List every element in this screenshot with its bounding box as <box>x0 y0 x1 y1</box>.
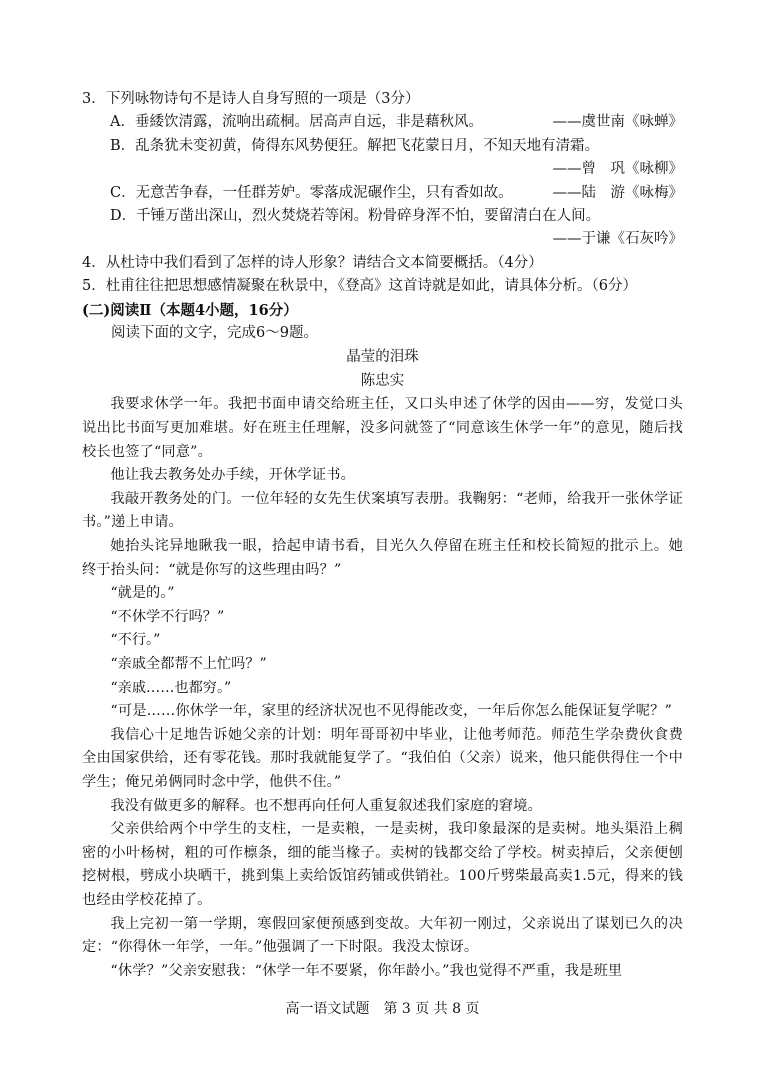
question-3-stem: 3．下列咏物诗句不是诗人自身写照的一项是（3分） <box>82 91 420 107</box>
dialogue-line: “亲戚全都帮不上忙吗？” <box>110 656 267 672</box>
article-paragraph: “可是……你休学一年，家里的经济状况也不见得能改变，一年后你怎么能保证复学呢？” <box>110 703 673 720</box>
dialogue-line: “不休学不行吗？” <box>110 608 225 625</box>
option-d-text: D．千锤万凿出深山，烈火焚烧若等闲。粉骨碎身浑不怕，要留清白在人间。 <box>110 208 601 225</box>
dialogue-line: “不行。” <box>110 632 161 649</box>
article-paragraph: “休学？”父亲安慰我：“休学一年不要紧，你年龄小。”我也觉得不严重，我是班里 <box>110 962 623 979</box>
article-paragraph: 我没有做更多的解释。也不想再向任何人重复叙述我们家庭的窘境。 <box>110 797 543 814</box>
page-footer: 高一语文试题 第 3 页 共 8 页 <box>285 1001 480 1017</box>
article-paragraph: 我上完初一第一学期，寒假回家便预感到变故。大年初一刚过，父亲说出了谋划已久的决定：“你得休一年学，一年。”他强调了一下时限。我没太惊讶。 <box>82 915 683 956</box>
option-c <box>82 182 683 205</box>
reading-instruction: 阅读下面的文字，完成6～9题。 <box>111 325 318 342</box>
question-4: 4．从杜诗中我们看到了怎样的诗人形象？请结合文本简要概括。（4分） <box>82 254 543 271</box>
option-c-text: C．无意苦争春，一任群芳妒。零落成泥碾作尘，只有香如故。 <box>110 184 513 201</box>
option-a-text: A．垂緌饮清露，流响出疏桐。居高声自远，非是藉秋风。 <box>110 114 483 131</box>
option-a-source: ——虞世南《咏蝉》 <box>552 114 683 131</box>
article-paragraph: 我信心十足地告诉她父亲的计划：明年哥哥初中毕业，让他考师范。师范生学杂费伙食费全由国家供给，还有零花钱。那时我就能复学了。“我伯伯（父亲）说来，他只能供得住一个中学生；俺兄弟俩同时念中学，他供不住。” <box>82 726 683 790</box>
article-paragraph: 父亲供给两个中学生的支柱，一是卖粮，一是卖树，我印象最深的是卖树。地头渠沿上稠密的小叶杨树，粗的可作檩条，细的能当椽子。卖树的钱都交给了学校。树卖掉后，父亲便刨挖树根，劈成小块晒干，挑到集上卖给饭馆药铺或供销社。100斤劈柴最高卖1.5元，得来的钱也经由学校花掉了。 <box>82 821 683 908</box>
article-paragraph: 她抬头诧异地瞅我一眼，拾起申请书看，目光久久停留在班主任和校长简短的批示上。她终于抬头问：“就是你写的这些理由吗？” <box>82 538 683 578</box>
dialogue-line: “就是的。” <box>110 585 175 602</box>
article-author: 陈忠实 <box>360 373 405 390</box>
article-paragraph: 我敲开教务处的门。一位年轻的女先生伏案填写表册。我鞠躬：“老师，给我开一张休学证书。”递上申请。 <box>82 490 683 531</box>
option-b-source: ——曾 巩《咏柳》 <box>552 161 683 178</box>
section-heading: (二)阅读Ⅱ（本题4小题，16分） <box>82 301 298 319</box>
option-d-source: ——于谦《石灰吟》 <box>552 231 683 248</box>
dialogue-line: “亲戚……也都穷。” <box>110 679 232 696</box>
article-paragraph: 他让我去教务处办手续，开休学证书。 <box>110 467 355 484</box>
option-c-source: ——陆 游《咏梅》 <box>552 184 683 201</box>
article-title: 晶莹的泪珠 <box>346 349 419 366</box>
question-5: 5．杜甫往往把思想感情凝聚在秋景中，《登高》这首诗就是如此，请具体分析。（6分） <box>82 278 637 295</box>
article-paragraph: 我要求休学一年。我把书面申请交给班主任，又口头申述了休学的因由——穷，发觉口头说出比书面写更加难堪。好在班主任理解，没多问就签了“同意该生休学一年”的意见，随后找校长也签了“同意”。 <box>82 396 683 460</box>
option-a <box>82 111 683 134</box>
option-b-text: B．乱条犹未变初黄，倚得东风势便狂。解把飞花蒙日月，不知天地有清霜。 <box>110 137 600 154</box>
